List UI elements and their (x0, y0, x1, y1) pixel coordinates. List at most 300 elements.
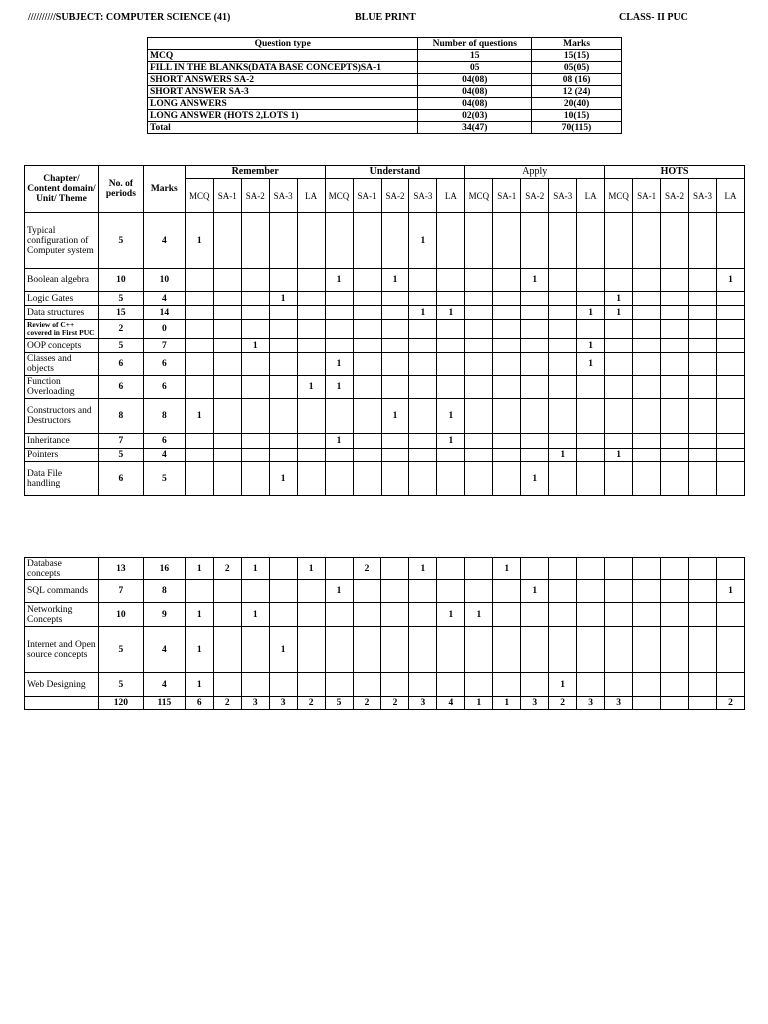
subcolumn-header: SA-1 (353, 179, 381, 213)
count-cell (688, 627, 716, 673)
marks-cell: 9 (143, 603, 185, 627)
count-cell: 2 (716, 697, 744, 710)
count-cell (605, 558, 633, 580)
count-cell (325, 449, 353, 462)
count-cell (185, 434, 213, 449)
question-type-row (148, 110, 622, 122)
count-cell (493, 353, 521, 376)
count-cell (521, 339, 549, 353)
count-cell (633, 603, 661, 627)
count-cell: 1 (241, 339, 269, 353)
count-cell (353, 353, 381, 376)
count-cell (381, 320, 409, 339)
count-cell (549, 269, 577, 292)
question-type-cell: Total (148, 122, 418, 134)
question-type-cell: FILL IN THE BLANKS(DATA BASE CONCEPTS)SA-1 (148, 62, 418, 74)
count-cell (353, 627, 381, 673)
blueprint-row (25, 434, 745, 449)
count-cell: 1 (325, 269, 353, 292)
count-cell (605, 627, 633, 673)
count-cell: 1 (185, 673, 213, 697)
count-cell (716, 462, 744, 496)
count-cell: 3 (241, 697, 269, 710)
question-type-cell: 70(115) (532, 122, 622, 134)
count-cell (213, 376, 241, 399)
count-cell (549, 376, 577, 399)
count-cell: 1 (241, 603, 269, 627)
count-cell (185, 292, 213, 306)
question-type-row (148, 86, 622, 98)
blueprint-row (25, 558, 745, 580)
question-type-row (148, 122, 622, 134)
count-cell (716, 558, 744, 580)
count-cell (269, 353, 297, 376)
count-cell (605, 434, 633, 449)
count-cell: 2 (353, 558, 381, 580)
count-cell (269, 673, 297, 697)
chapter-cell (25, 697, 99, 710)
count-cell (409, 269, 437, 292)
count-cell (353, 449, 381, 462)
count-cell (213, 306, 241, 320)
count-cell (437, 320, 465, 339)
count-cell (269, 339, 297, 353)
count-cell (297, 449, 325, 462)
count-cell (437, 353, 465, 376)
count-cell (409, 627, 437, 673)
count-cell: 1 (381, 269, 409, 292)
count-cell (633, 306, 661, 320)
group-header-understand: Understand (325, 166, 465, 179)
count-cell (297, 462, 325, 496)
count-cell: 3 (577, 697, 605, 710)
chapter-cell: Boolean algebra (25, 269, 99, 292)
count-cell (577, 558, 605, 580)
count-cell (493, 603, 521, 627)
count-cell: 1 (269, 292, 297, 306)
subcolumn-header: SA-3 (269, 179, 297, 213)
count-cell (661, 269, 689, 292)
count-cell (521, 376, 549, 399)
count-cell (605, 353, 633, 376)
blueprint-header-row (25, 166, 745, 179)
question-type-cell: SHORT ANSWERS SA-2 (148, 74, 418, 86)
periods-cell: 7 (98, 580, 143, 603)
count-cell (605, 376, 633, 399)
count-cell (241, 399, 269, 434)
count-cell: 1 (465, 697, 493, 710)
subcolumn-header: LA (297, 179, 325, 213)
count-cell (577, 292, 605, 306)
count-cell (633, 376, 661, 399)
count-cell (241, 434, 269, 449)
count-cell (381, 449, 409, 462)
blueprint-row (25, 306, 745, 320)
marks-cell: 4 (143, 213, 185, 269)
count-cell: 1 (185, 603, 213, 627)
count-cell (325, 320, 353, 339)
count-cell (688, 558, 716, 580)
count-cell (353, 269, 381, 292)
count-cell (549, 292, 577, 306)
count-cell (661, 353, 689, 376)
count-cell: 1 (437, 603, 465, 627)
count-cell (688, 603, 716, 627)
count-cell (353, 580, 381, 603)
count-cell (549, 580, 577, 603)
count-cell: 1 (381, 399, 409, 434)
count-cell (577, 462, 605, 496)
question-type-table (147, 37, 622, 134)
chapter-cell: Review of C++ covered in First PUC (25, 320, 99, 339)
question-type-cell: MCQ (148, 50, 418, 62)
periods-column-header: No. of periods (98, 166, 143, 213)
count-cell (213, 213, 241, 269)
count-cell (577, 449, 605, 462)
count-cell (689, 434, 717, 449)
question-type-cell: SHORT ANSWER SA-3 (148, 86, 418, 98)
subcolumn-header: SA-1 (213, 179, 241, 213)
count-cell (325, 399, 353, 434)
count-cell (577, 580, 605, 603)
question-type-header-cell: Number of questions (418, 38, 532, 50)
count-cell (353, 320, 381, 339)
count-cell: 1 (269, 462, 297, 496)
count-cell (716, 292, 744, 306)
marks-cell: 16 (143, 558, 185, 580)
group-header-apply: Apply (465, 166, 605, 179)
count-cell (241, 292, 269, 306)
count-cell: 3 (521, 697, 549, 710)
count-cell (325, 627, 353, 673)
chapter-cell: Constructors and Destructors (25, 399, 99, 434)
count-cell (297, 353, 325, 376)
count-cell (269, 558, 297, 580)
question-type-cell: 04(08) (418, 74, 532, 86)
count-cell (353, 306, 381, 320)
count-cell (465, 627, 493, 673)
question-type-cell: 05(05) (532, 62, 622, 74)
count-cell: 1 (465, 603, 493, 627)
chapter-cell: OOP concepts (25, 339, 99, 353)
count-cell: 1 (605, 292, 633, 306)
count-cell (241, 449, 269, 462)
count-cell (213, 320, 241, 339)
count-cell (605, 269, 633, 292)
blueprint-row (25, 449, 745, 462)
count-cell (689, 462, 717, 496)
marks-cell: 10 (143, 269, 185, 292)
marks-cell: 6 (143, 353, 185, 376)
count-cell (241, 462, 269, 496)
periods-cell: 6 (98, 353, 143, 376)
chapter-cell: Database concepts (25, 558, 99, 580)
question-type-cell: 08 (16) (532, 74, 622, 86)
count-cell (381, 376, 409, 399)
count-cell (213, 339, 241, 353)
count-cell: 1 (409, 213, 437, 269)
subject-header: //////////SUBJECT: COMPUTER SCIENCE (41) (28, 12, 231, 23)
subcolumn-header: SA-1 (633, 179, 661, 213)
count-cell: 5 (325, 697, 353, 710)
blueprint-table-top (24, 165, 745, 496)
count-cell (297, 603, 325, 627)
count-cell (688, 697, 716, 710)
count-cell (353, 213, 381, 269)
count-cell (549, 353, 577, 376)
periods-cell: 2 (98, 320, 143, 339)
blueprint-row (25, 339, 745, 353)
chapter-cell: Function Overloading (25, 376, 99, 399)
count-cell (521, 627, 549, 673)
count-cell (689, 306, 717, 320)
count-cell (437, 449, 465, 462)
count-cell (689, 292, 717, 306)
count-cell (577, 376, 605, 399)
marks-cell: 4 (143, 673, 185, 697)
count-cell (325, 603, 353, 627)
count-cell: 1 (409, 558, 437, 580)
count-cell (269, 376, 297, 399)
count-cell (716, 213, 744, 269)
count-cell (716, 449, 744, 462)
count-cell (716, 353, 744, 376)
count-cell: 2 (297, 697, 325, 710)
count-cell (716, 306, 744, 320)
question-type-header-cell: Question type (148, 38, 418, 50)
count-cell (549, 399, 577, 434)
count-cell: 1 (185, 213, 213, 269)
count-cell (325, 292, 353, 306)
count-cell: 1 (241, 558, 269, 580)
count-cell (605, 673, 633, 697)
count-cell (437, 627, 465, 673)
question-type-cell: 20(40) (532, 98, 622, 110)
count-cell (241, 627, 269, 673)
count-cell (577, 320, 605, 339)
marks-column-header: Marks (143, 166, 185, 213)
count-cell (381, 580, 409, 603)
count-cell (521, 449, 549, 462)
document-title: BLUE PRINT (355, 12, 416, 23)
count-cell: 1 (325, 353, 353, 376)
count-cell: 2 (213, 697, 241, 710)
count-cell (269, 603, 297, 627)
blueprint-row (25, 213, 745, 269)
count-cell (633, 292, 661, 306)
marks-cell: 5 (143, 462, 185, 496)
count-cell (437, 339, 465, 353)
marks-cell: 7 (143, 339, 185, 353)
count-cell (409, 353, 437, 376)
count-cell (185, 269, 213, 292)
count-cell (185, 339, 213, 353)
blueprint-row (25, 320, 745, 339)
count-cell (661, 434, 689, 449)
periods-cell: 5 (98, 292, 143, 306)
count-cell (465, 376, 493, 399)
subcolumn-header: SA-2 (661, 179, 689, 213)
count-cell (689, 339, 717, 353)
class-header: CLASS- II PUC (619, 12, 688, 23)
count-cell (661, 339, 689, 353)
count-cell: 4 (437, 697, 465, 710)
chapter-cell: Data structures (25, 306, 99, 320)
count-cell (353, 434, 381, 449)
count-cell (493, 580, 521, 603)
count-cell: 1 (269, 627, 297, 673)
question-type-cell: 15(15) (532, 50, 622, 62)
count-cell (465, 449, 493, 462)
count-cell (409, 449, 437, 462)
chapter-cell: Inheritance (25, 434, 99, 449)
count-cell (493, 376, 521, 399)
periods-cell: 10 (98, 603, 143, 627)
count-cell (437, 558, 465, 580)
count-cell (297, 292, 325, 306)
count-cell: 1 (437, 434, 465, 449)
count-cell (493, 627, 521, 673)
count-cell (465, 673, 493, 697)
subcolumn-header: SA-2 (521, 179, 549, 213)
count-cell: 1 (549, 673, 577, 697)
count-cell (465, 353, 493, 376)
count-cell (493, 213, 521, 269)
count-cell (661, 320, 689, 339)
count-cell (409, 339, 437, 353)
count-cell: 1 (437, 399, 465, 434)
count-cell (605, 213, 633, 269)
count-cell (465, 462, 493, 496)
count-cell (465, 558, 493, 580)
count-cell (605, 580, 633, 603)
subcolumn-header: SA-3 (689, 179, 717, 213)
count-cell (297, 320, 325, 339)
count-cell: 1 (549, 449, 577, 462)
count-cell (493, 462, 521, 496)
count-cell (241, 213, 269, 269)
count-cell (716, 627, 744, 673)
count-cell (661, 292, 689, 306)
marks-cell: 8 (143, 399, 185, 434)
count-cell (297, 434, 325, 449)
question-type-header-cell: Marks (532, 38, 622, 50)
blueprint-row (25, 269, 745, 292)
count-cell (493, 320, 521, 339)
count-cell (241, 353, 269, 376)
count-cell (577, 213, 605, 269)
count-cell (409, 320, 437, 339)
subcolumn-header: SA-2 (381, 179, 409, 213)
count-cell (269, 320, 297, 339)
count-cell (325, 339, 353, 353)
count-cell (661, 697, 689, 710)
count-cell (521, 603, 549, 627)
count-cell (353, 673, 381, 697)
count-cell (661, 376, 689, 399)
count-cell (661, 673, 689, 697)
marks-cell: 14 (143, 306, 185, 320)
count-cell: 1 (185, 558, 213, 580)
count-cell (269, 580, 297, 603)
count-cell (633, 697, 661, 710)
count-cell (409, 603, 437, 627)
count-cell (437, 673, 465, 697)
count-cell (633, 449, 661, 462)
count-cell (213, 353, 241, 376)
count-cell: 1 (325, 434, 353, 449)
count-cell: 1 (493, 697, 521, 710)
count-cell (577, 603, 605, 627)
count-cell (493, 434, 521, 449)
count-cell (213, 603, 241, 627)
count-cell (185, 320, 213, 339)
count-cell (297, 580, 325, 603)
count-cell (465, 339, 493, 353)
count-cell (465, 306, 493, 320)
count-cell (353, 603, 381, 627)
count-cell (213, 462, 241, 496)
periods-cell: 6 (98, 462, 143, 496)
chapter-cell: Data File handling (25, 462, 99, 496)
count-cell (437, 376, 465, 399)
subcolumn-header: MCQ (185, 179, 213, 213)
count-cell (269, 449, 297, 462)
question-type-cell: 10(15) (532, 110, 622, 122)
count-cell: 2 (213, 558, 241, 580)
count-cell (381, 339, 409, 353)
count-cell (521, 213, 549, 269)
subcolumn-header: SA-3 (409, 179, 437, 213)
question-type-header-row (148, 38, 622, 50)
subcolumn-header: LA (437, 179, 465, 213)
count-cell (353, 462, 381, 496)
count-cell (661, 627, 689, 673)
count-cell (633, 399, 661, 434)
periods-cell: 15 (98, 306, 143, 320)
count-cell (521, 306, 549, 320)
periods-cell: 10 (98, 269, 143, 292)
count-cell (493, 449, 521, 462)
count-cell (465, 269, 493, 292)
count-cell: 1 (325, 376, 353, 399)
question-type-cell: 12 (24) (532, 86, 622, 98)
count-cell (633, 353, 661, 376)
subcolumn-header: LA (716, 179, 744, 213)
question-type-cell: 34(47) (418, 122, 532, 134)
count-cell (465, 320, 493, 339)
count-cell (661, 580, 689, 603)
question-type-row (148, 62, 622, 74)
count-cell (241, 376, 269, 399)
count-cell (521, 673, 549, 697)
count-cell (521, 292, 549, 306)
count-cell: 3 (409, 697, 437, 710)
count-cell (633, 213, 661, 269)
marks-cell: 8 (143, 580, 185, 603)
chapter-cell: Typical configuration of Computer system (25, 213, 99, 269)
count-cell (353, 292, 381, 306)
count-cell (521, 558, 549, 580)
count-cell: 3 (269, 697, 297, 710)
count-cell (689, 399, 717, 434)
count-cell (213, 449, 241, 462)
periods-cell: 6 (98, 376, 143, 399)
subcolumn-header: LA (577, 179, 605, 213)
chapter-cell: SQL commands (25, 580, 99, 603)
count-cell (549, 627, 577, 673)
count-cell: 1 (521, 462, 549, 496)
